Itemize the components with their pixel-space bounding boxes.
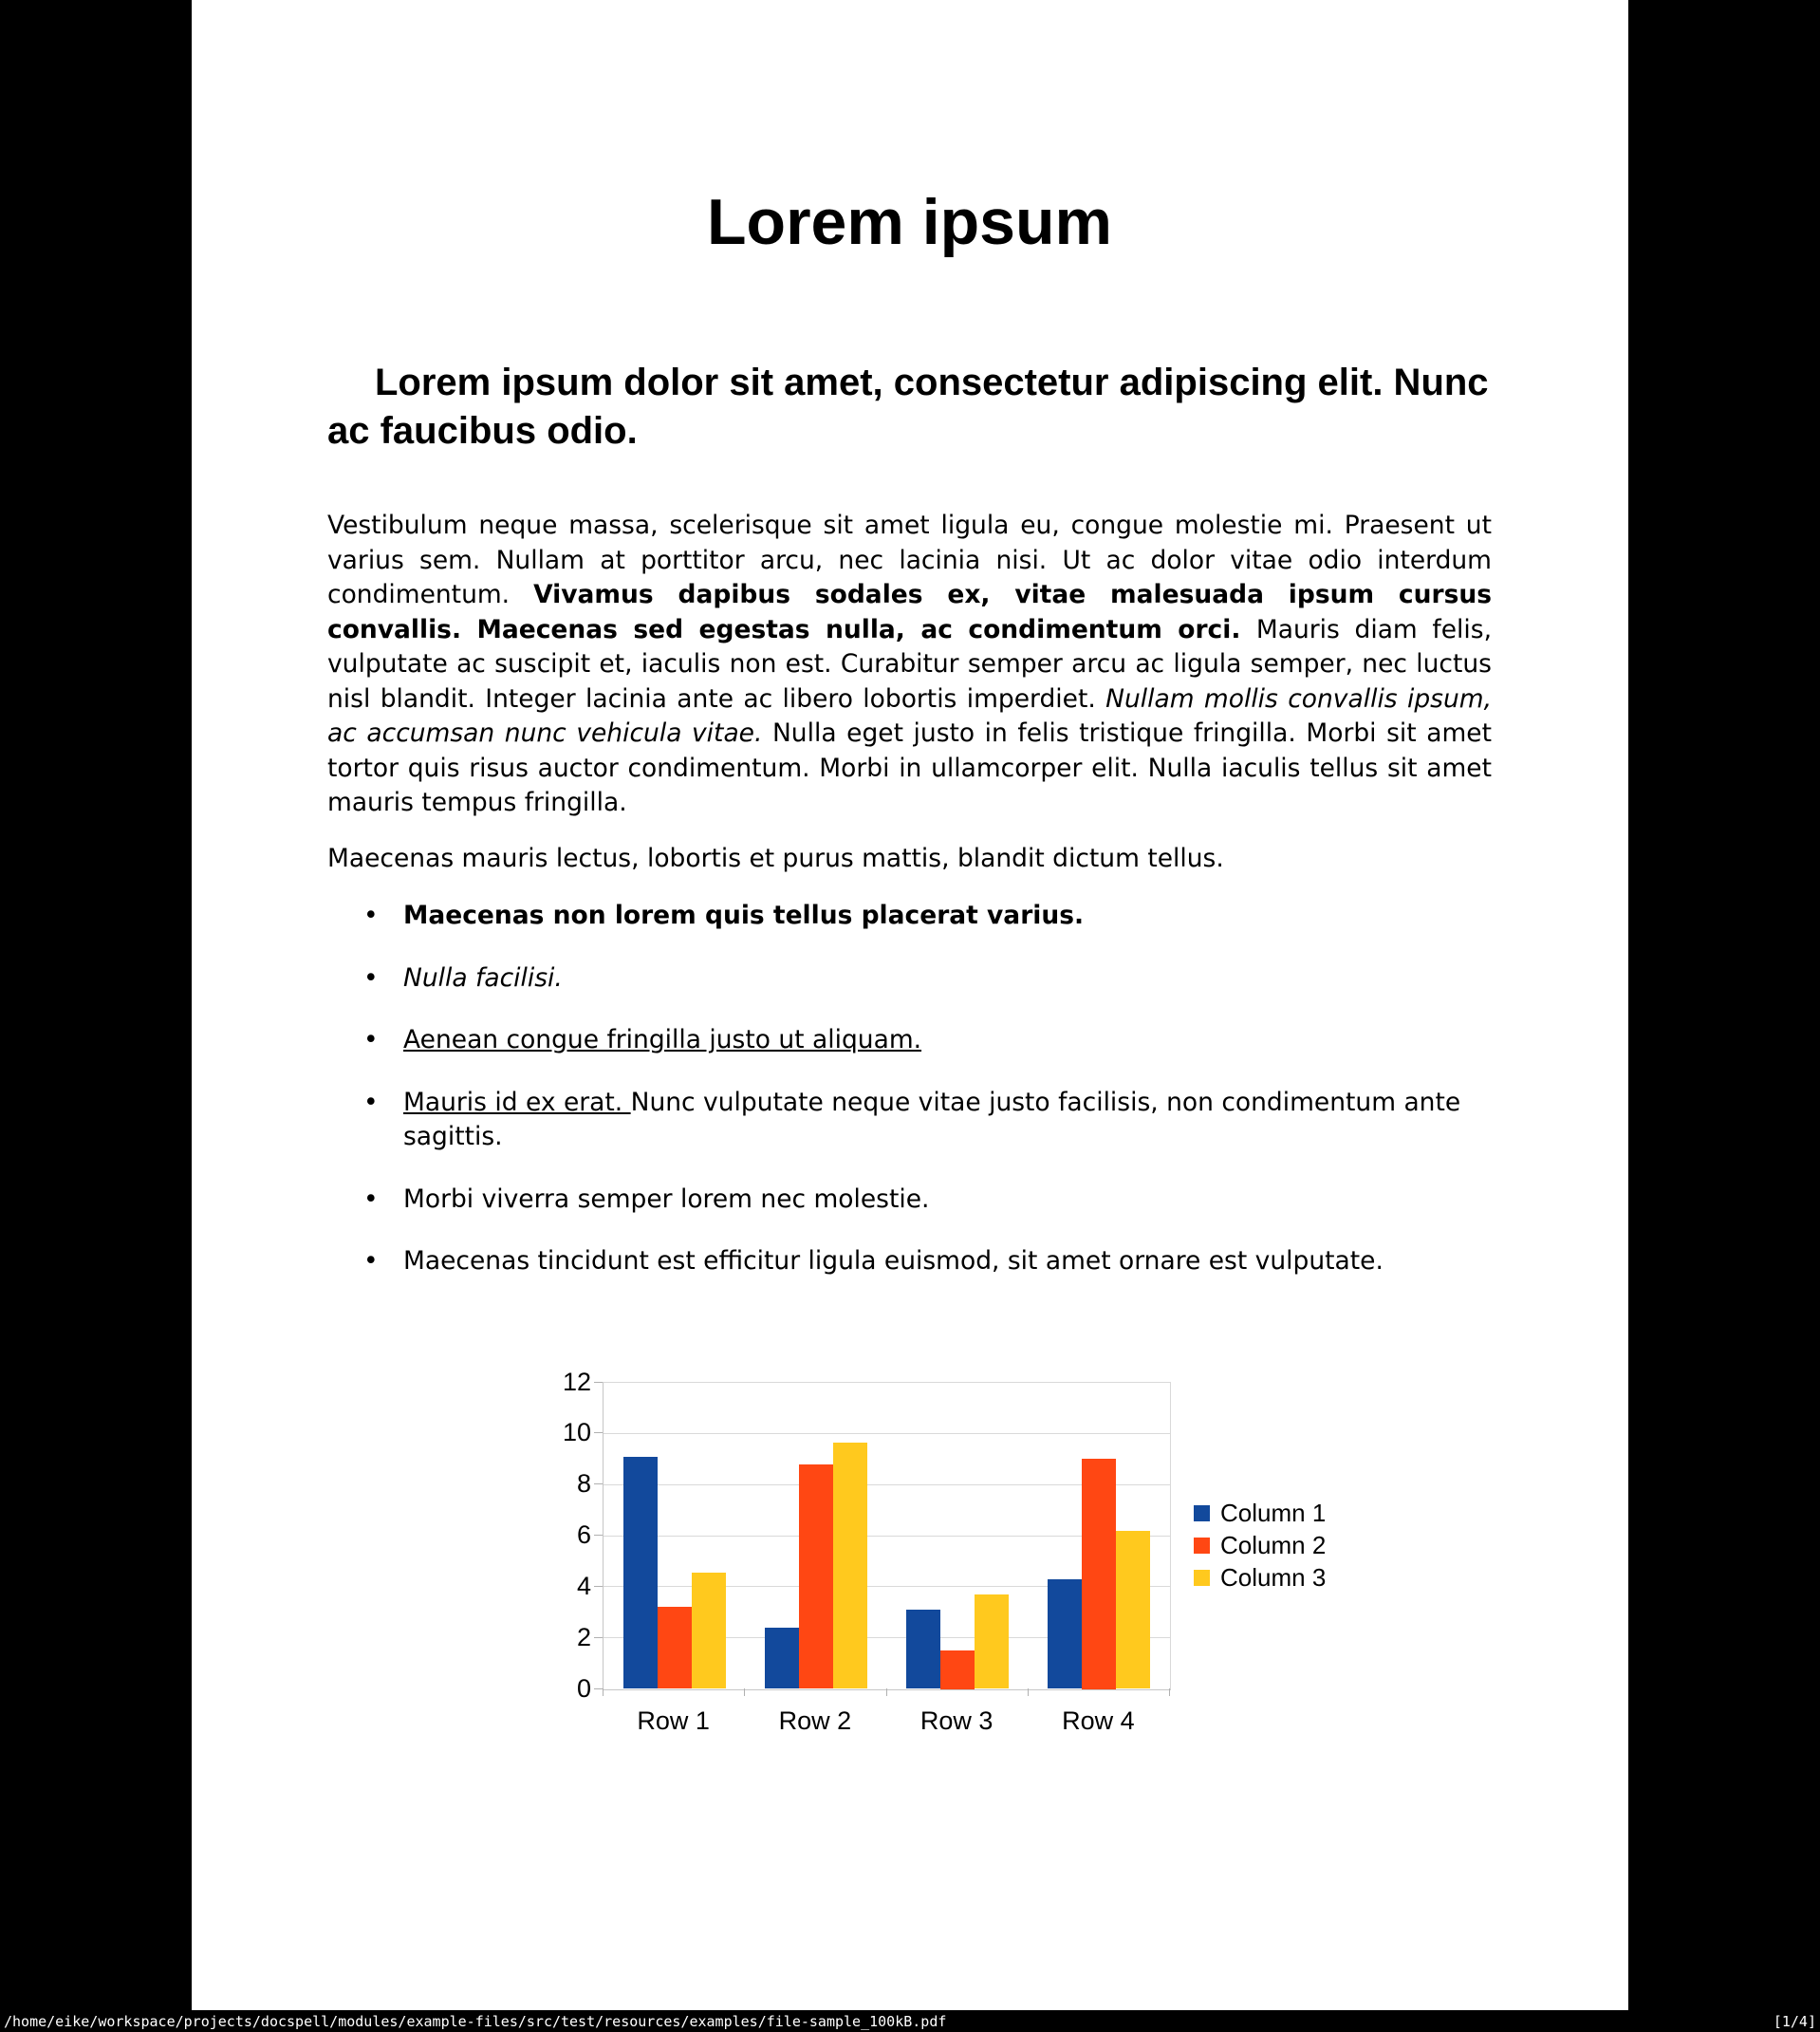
legend-swatch-icon [1194,1538,1210,1554]
list-item [327,1023,1492,1058]
x-axis-label: Row 4 [1062,1706,1135,1735]
y-axis-tick [594,1535,603,1536]
list-item [327,961,1492,997]
y-axis-label: 4 [576,1571,591,1600]
x-axis-tick [1169,1688,1170,1696]
chart-bar [940,1650,975,1688]
chart-bar [1116,1531,1150,1689]
y-axis-label: 2 [576,1622,591,1651]
bullet-list [327,899,1492,1279]
chart-bar [1048,1579,1082,1689]
y-axis-label: 8 [576,1469,591,1499]
text-segment-normal: Morbi viverra semper lorem nec molestie. [403,1184,930,1214]
y-axis-label: 10 [562,1418,591,1447]
list-item [327,1244,1492,1279]
chart-bar [623,1457,658,1689]
chart-bar [765,1628,799,1689]
legend-item [1194,1562,1326,1594]
x-axis-tick [1028,1688,1029,1696]
legend-label: Column 1 [1220,1499,1327,1527]
legend-swatch-icon [1194,1505,1210,1521]
y-axis-tick [594,1688,603,1689]
chart-bar [799,1464,833,1689]
section-heading: Lorem ipsum dolor sit amet, consectetur adipiscing elit. Nunc ac faucibus odio. [327,362,1489,452]
body-paragraph [327,509,1492,821]
x-axis-tick [886,1688,887,1696]
text-segment-bold: Maecenas non lorem quis tellus placerat varius. [403,901,1085,930]
gridline [604,1433,1170,1434]
list-item [327,899,1492,934]
chart-bar [906,1610,940,1688]
text-segment-italic: Nulla facilisi. [403,962,563,993]
x-axis-tick [744,1688,745,1696]
legend-item [1194,1498,1326,1530]
text-segment-underline: Aenean congue fringilla justo ut aliquam. [403,1025,922,1054]
text-segment-normal: Nulla eget justo in felis tristique fringilla. Morbi sit amet tortor quis risus auctor condimentum. Morbi in ullamcorper elit. Nulla iaculis tellus sit amet mauris tempus fringilla. [327,718,1492,817]
chart-bar [833,1443,867,1689]
x-axis-label: Row 1 [637,1706,710,1735]
page-title: Lorem ipsum [707,186,1112,258]
page-content [192,180,1628,1750]
statusbar-file-path: /home/eike/workspace/projects/docspell/modules/example-files/src/test/resources/examples/file-sample_100kB.pdf [4,2012,947,2030]
y-axis-label: 12 [562,1367,591,1396]
legend-swatch-icon [1194,1570,1210,1586]
chart-bar [692,1573,726,1688]
x-axis-label: Row 3 [919,1706,994,1735]
chart-bar [1082,1459,1116,1688]
text-segment-italic: Nullam mollis convallis ipsum, ac accumsan nunc vehicula vitae. [327,683,1493,748]
y-axis-tick [594,1432,603,1433]
body-paragraph-2: Maecenas mauris lectus, lobortis et purus mattis, blandit dictum tellus. [327,843,1224,873]
statusbar [0,2010,1820,2032]
x-axis-tick [603,1688,604,1696]
list-item [327,1183,1492,1218]
bar-chart [544,1367,1436,1750]
text-segment-normal: Vestibulum neque massa, scelerisque sit amet ligula eu, congue molestie mi. Praesent ut varius sem. Nullam at porttitor arcu, nec lacinia nisi. Ut ac dolor vitae odio interdum condimentum. [327,511,1492,609]
list-item [327,1086,1492,1155]
text-segment-underline: Mauris id ex erat. [403,1087,631,1117]
chart-bar [975,1594,1009,1689]
text-segment-bold: Vivamus dapibus sodales ex, vitae malesuada ipsum cursus convallis. Maecenas sed egestas nulla, ac condimentum orci. [327,580,1492,644]
text-segment-normal: Maecenas tincidunt est efficitur ligula euismod, sit amet ornare est vulputate. [403,1246,1384,1276]
chart-legend [1194,1498,1326,1594]
y-axis-label: 0 [576,1673,591,1703]
document-page[interactable] [192,0,1628,2010]
text-segment-normal: Nunc vulputate neque vitae justo facilisis, non condimentum ante sagittis. [403,1087,1461,1151]
y-axis-tick [594,1483,603,1484]
chart-bar [658,1607,692,1688]
y-axis-tick [594,1382,603,1383]
legend-label: Column 2 [1220,1531,1327,1559]
chart-plot-area [603,1382,1171,1690]
legend-label: Column 3 [1220,1563,1327,1592]
x-axis-label: Row 2 [778,1706,852,1735]
y-axis-label: 6 [576,1520,591,1549]
y-axis-tick [594,1637,603,1638]
statusbar-page-indicator: [1/4] [1773,2012,1816,2030]
text-segment-normal: Mauris diam felis, vulputate ac suscipit et, iaculis non est. Curabitur semper arcu ac ligula semper, nec luctus nisl blandit. Integer lacinia ante ac libero lobortis imperdiet. [327,614,1492,714]
y-axis-tick [594,1586,603,1587]
legend-item [1194,1530,1326,1562]
